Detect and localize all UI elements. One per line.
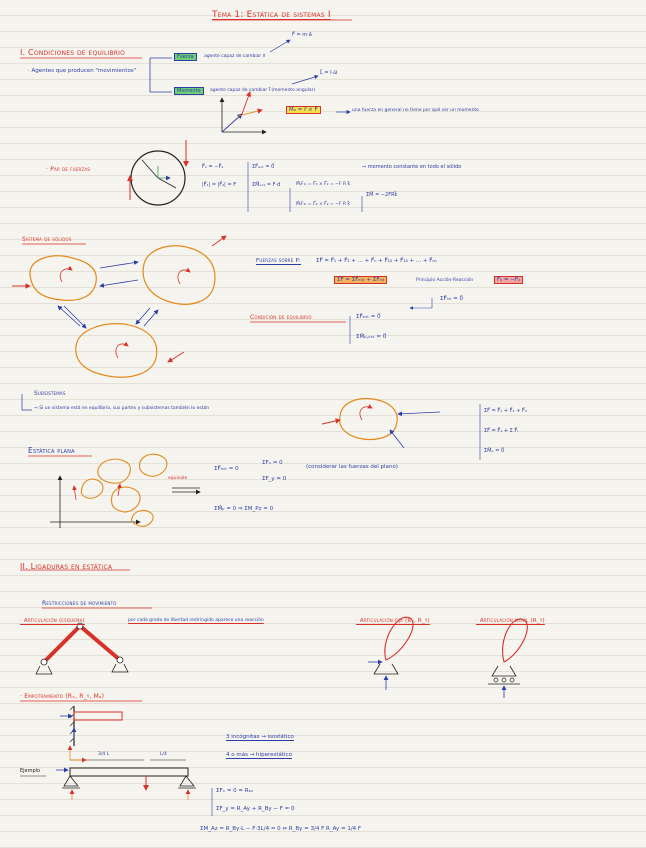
- principle-label: Principio Acción-Reacción: [416, 278, 474, 283]
- section1-heading: I. Condiciones de equilibrio: [20, 48, 126, 57]
- par-eq1: F⃗₁ = −F⃗₂: [202, 164, 224, 170]
- forces-label: Fuerzas sobre P:: [256, 258, 302, 264]
- plana-heading: Estática plana: [28, 446, 75, 455]
- sub-eq1: ΣF⃗ = F⃗₁ + F⃗₂ + F⃗₃: [484, 408, 527, 414]
- plana-eqx: ΣFₓ = 0: [262, 460, 283, 466]
- incog1: 3 incógnitas → isostático: [226, 734, 294, 740]
- par-mom-a: M⃗₍F₁₎ = F⃗₁ × F⃗₂ = −F R k⃗: [296, 182, 351, 187]
- solid-system-diagram: [12, 236, 226, 377]
- example-eq3: ΣM_Az = R_By·L − F·3L/4 = 0 ⇔ R_By = 3/4 F R_Ay = 1/4 F: [200, 826, 362, 832]
- hinge-schema: [36, 623, 128, 674]
- momento-desc: agente capaz de cambiar I⃗ (momento angular): [210, 88, 316, 93]
- page-title: Tema 1: Estática de sistemas I: [212, 10, 331, 20]
- art-movil-label: · Articulación móvil (R_y): [476, 618, 545, 624]
- eq1: ΣF⃗ₑₓₜ = 0⃗: [356, 314, 381, 320]
- sub-eq2: ΣF⃗ = F⃗₁ + Σ F⃗ᵢ: [484, 428, 519, 434]
- sum-int: ΣF⃗ᵢₙₜ = 0⃗: [440, 296, 464, 302]
- agents-label: · Agentes que producen "movimientos": [28, 68, 137, 74]
- beam-length2: L/4: [160, 752, 167, 757]
- plana-eqy: ΣF_y = 0: [262, 476, 287, 482]
- momento-box: Momento: [174, 87, 204, 95]
- articulacion-label: · Articulación (esquema): [20, 618, 85, 624]
- restricciones-label: Restricciones de movimiento: [42, 600, 117, 607]
- par-sum: ΣF⃗ₑₓₜ = 0⃗: [252, 164, 275, 170]
- subsistemas-heading: Subsistemas: [34, 390, 66, 397]
- plana-mom: ΣM⃗ₚ = 0 ⇒ ΣM_Pz = 0: [214, 506, 274, 512]
- plana-eq: ΣF⃗ₑₓₜ = 0: [214, 466, 239, 472]
- par-eq2: |F⃗₁| = |F⃗₂| = F: [202, 182, 237, 188]
- forces-box2: F⃗ᵢⱼ = −F⃗ⱼᵢ: [494, 276, 523, 284]
- planar-statics-diagram: [50, 454, 167, 528]
- momento-formula: L⃗ = I·ω⃗: [320, 70, 338, 76]
- equivale-label: equivale: [168, 476, 188, 481]
- fuerza-desc: agente capaz de cambiar v⃗: [204, 54, 266, 59]
- empotramiento-label: · Empotramiento (Rₓ, R_y, Mₐ): [20, 693, 105, 700]
- art-fija-label: · Articulación fija (Rₓ, R_y): [356, 618, 430, 624]
- tree-lines: [150, 58, 172, 92]
- sistema-heading: Sistema de sólidos: [22, 236, 72, 243]
- forces-box1: ΣF⃗ = ΣF⃗ₑₓₜ + ΣF⃗ᵢₙₜ: [334, 276, 387, 284]
- subsystem-diagram: [322, 399, 440, 448]
- torque-note: una fuerza en general no tiene por qué ser un momento: [352, 108, 479, 113]
- movable-hinge-diagram: [488, 619, 527, 698]
- par-mom-b: M⃗₍F₂₎ = F⃗₂ × F⃗₂ = −F R k⃗: [296, 202, 351, 207]
- forces-eq: ΣF⃗ = F⃗₁ + F⃗₂ + ... + F⃗ₙ + F⃗₁₂ + F⃗₁₃ + ... + F⃗ₙₙ: [316, 258, 437, 264]
- eq2: ΣM⃗ₚ,ₑₓₜ = 0⃗: [356, 334, 387, 340]
- torque-box: M⃗ₒ = r⃗ × F⃗: [286, 106, 321, 114]
- fixed-support-diagram: [60, 706, 122, 746]
- section2-heading: II. Ligaduras en estática: [20, 562, 113, 571]
- par-summ: ΣM⃗ₑₓₜ = F·d: [252, 182, 281, 188]
- subsistemas-note: → Si un sistema está en equilibrio, sus partes y subsistemas también lo están: [34, 406, 210, 411]
- par-label: · Par de fuerzas: [46, 166, 91, 173]
- incog2: 4 o más → hiperestático: [226, 752, 292, 758]
- sub-eq3: ΣM⃗ₚ = 0⃗: [484, 448, 505, 454]
- fixed-hinge-diagram: [368, 617, 413, 690]
- ejemplo-label: Ejemplo: [20, 768, 41, 774]
- beam-length1: 3/4 L: [98, 752, 110, 757]
- example-eq2: ΣF_y = R_Ay + R_By − F = 0: [216, 806, 295, 812]
- eq-heading: Condición de equilibrio: [250, 314, 312, 321]
- fuerza-box: Fuerza: [174, 53, 197, 61]
- par-note: ⇒ momento constante en todo el sólido: [362, 164, 462, 170]
- torque-axes: [222, 92, 266, 132]
- couple-diagram: [130, 140, 186, 205]
- articulacion-note: por cada grado de libertad restringido aparece una reacción: [128, 618, 264, 623]
- example-eq1: ΣFₓ = 0 = Rₐₓ: [216, 788, 254, 794]
- fuerza-formula: F⃗ = m·a⃗: [292, 32, 312, 38]
- plana-note: (considerar las fuerzas del plano): [306, 464, 398, 470]
- par-total: ΣM⃗ = −2FRk⃗: [366, 192, 398, 198]
- beam-example-diagram: [56, 746, 196, 800]
